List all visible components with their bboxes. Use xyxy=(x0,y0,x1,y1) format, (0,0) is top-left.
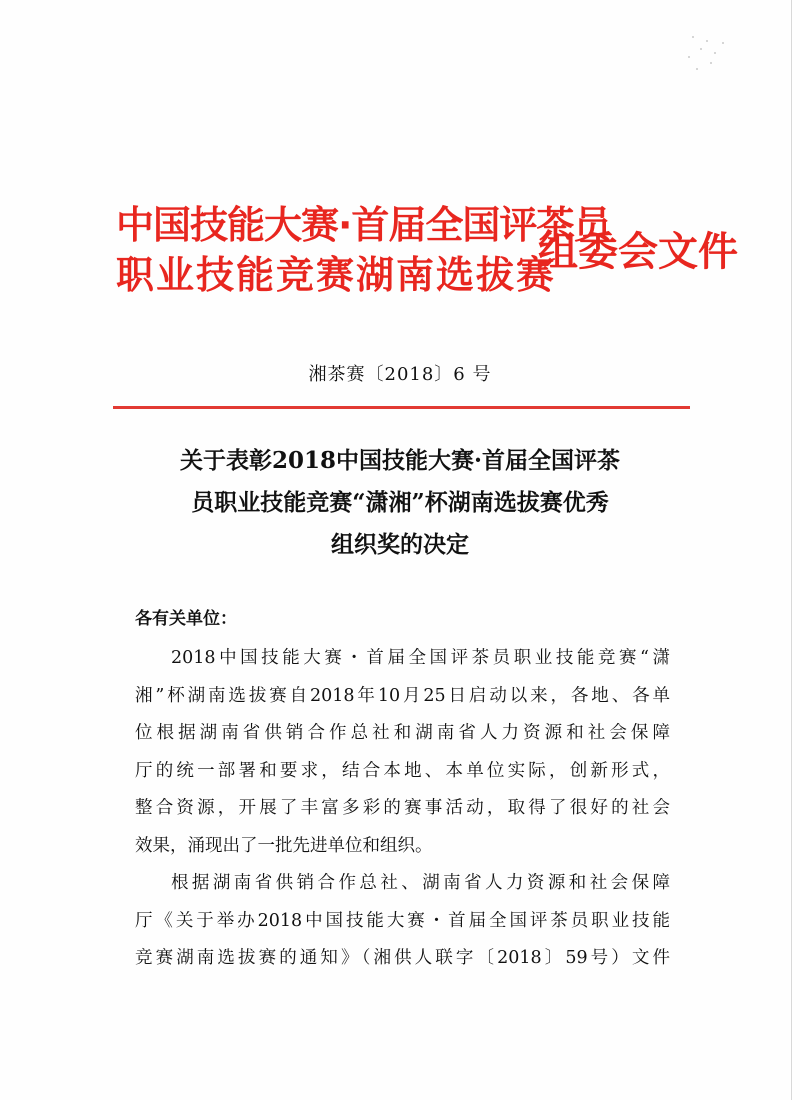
paragraph-1 xyxy=(135,640,670,865)
issuer-header-line1: 中国技能大赛·首届全国评茶员 xyxy=(116,203,611,247)
speck xyxy=(700,48,702,50)
issuer-header xyxy=(116,200,610,300)
speck xyxy=(696,68,698,70)
speck xyxy=(692,36,694,38)
paragraph-line: 位根据湖南省供销合作总社和湖南省人力资源和社会保障 xyxy=(135,723,670,743)
speck xyxy=(688,56,690,58)
paragraph-line: 效果，涌现出了一批先进单位和组织。 xyxy=(135,835,433,856)
title-line3: 组织奖的决定 xyxy=(331,531,469,558)
speck xyxy=(710,62,712,64)
paragraph-2 xyxy=(135,865,670,978)
paragraph-line: 湘”杯湖南选拔赛自2018年10月25日启动以来，各地、各单 xyxy=(135,685,670,706)
paragraph-line: 厅的统一部署和要求，结合本地、本单位实际，创新形式， xyxy=(135,760,670,781)
document-title xyxy=(120,440,680,566)
speck xyxy=(722,42,724,44)
issuer-header-suffix: 组委会文件 xyxy=(538,229,738,275)
paragraph-line: 根据湖南省供销合作总社、湖南省人力资源和社会保障 xyxy=(171,873,670,893)
paragraph-line: 厅《关于举办2018中国技能大赛・首届全国评茶员职业技能 xyxy=(135,910,670,931)
paragraph-line: 竞赛湖南选拔赛的通知》（湘供人联字〔2018〕59号）文件 xyxy=(135,948,670,968)
document-body xyxy=(135,600,670,978)
red-divider-rule xyxy=(113,406,690,409)
title-line1: 关于表彰2018中国技能大赛·首届全国评茶 xyxy=(179,447,621,474)
salutation: 各有关单位： xyxy=(135,609,237,629)
scan-specks xyxy=(672,30,732,80)
issuer-header-line2: 职业技能竞赛湖南选拔赛 xyxy=(116,253,557,297)
speck xyxy=(706,40,708,42)
scan-edge-line xyxy=(791,0,792,1100)
title-line2: 员职业技能竞赛“潇湘”杯湖南选拔赛优秀 xyxy=(191,489,609,516)
speck xyxy=(714,52,716,54)
paragraph-line: 整合资源，开展了丰富多彩的赛事活动，取得了很好的社会 xyxy=(135,798,670,818)
paragraph-line: 2018中国技能大赛・首届全国评茶员职业技能竞赛“潇 xyxy=(171,648,670,668)
document-number: 湘茶赛〔2018〕6 号 xyxy=(308,364,492,385)
